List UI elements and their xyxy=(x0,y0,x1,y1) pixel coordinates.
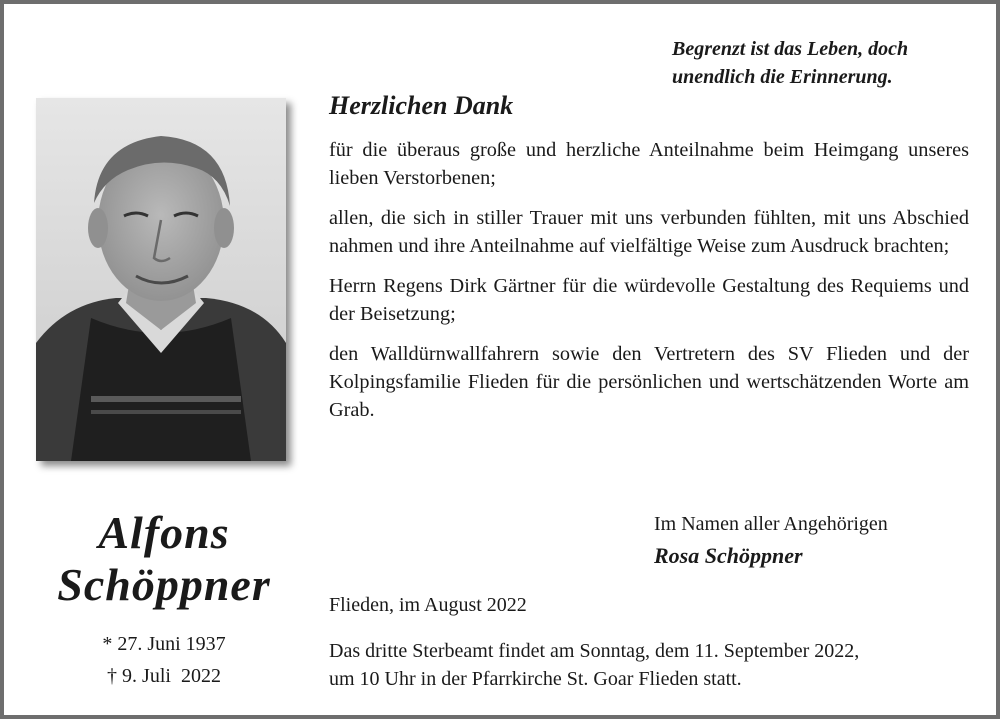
thanks-paragraph-2: allen, die sich in stiller Trauer mit uns verbunden fühlten, mit uns Abschied nahmen und ihre Anteilnahme auf vielfältige Weise zum Ausdruck brachten; xyxy=(329,207,969,257)
motto-line-1: Begrenzt ist das Leben, doch xyxy=(672,38,909,60)
death-date: † 9. Juli 2022 xyxy=(107,665,221,687)
signer-name: Rosa Schöppner xyxy=(654,543,803,568)
portrait-photo xyxy=(36,98,286,461)
place-date: Flieden, im August 2022 xyxy=(329,594,527,616)
service-notice xyxy=(329,637,974,693)
birth-date: * 27. Juni 1937 xyxy=(102,633,226,655)
thanks-paragraph-4: den Walldürnwallfahrern sowie den Vertretern des SV Flieden und der Kolpingsfamilie Flieden für die persönlichen und wertschätzenden Worte am Grab. xyxy=(329,343,969,421)
signature-block xyxy=(654,509,974,573)
deceased-first-name: Alfons xyxy=(98,507,230,558)
motto-line-2: unendlich die Erinnerung. xyxy=(672,66,893,88)
life-dates xyxy=(44,628,284,692)
service-notice-line-2: um 10 Uhr in der Pfarrkirche St. Goar Flieden statt. xyxy=(329,668,742,690)
portrait-image xyxy=(36,98,286,461)
deceased-name xyxy=(24,507,304,611)
thanks-body xyxy=(329,136,969,436)
thanks-paragraph-3: Herrn Regens Dirk Gärtner für die würdevolle Gestaltung des Requiems und der Beisetzung; xyxy=(329,275,969,325)
deceased-last-name: Schöppner xyxy=(57,559,271,610)
service-notice-line-1: Das dritte Sterbeamt findet am Sonntag, dem 11. September 2022, xyxy=(329,640,860,662)
motto xyxy=(672,35,992,91)
thanks-paragraph-1: für die überaus große und herzliche Anteilnahme beim Heimgang unseres lieben Verstorbenen; xyxy=(329,139,969,189)
thanks-heading: Herzlichen Dank xyxy=(329,91,514,120)
on-behalf-line: Im Namen aller Angehörigen xyxy=(654,513,888,535)
